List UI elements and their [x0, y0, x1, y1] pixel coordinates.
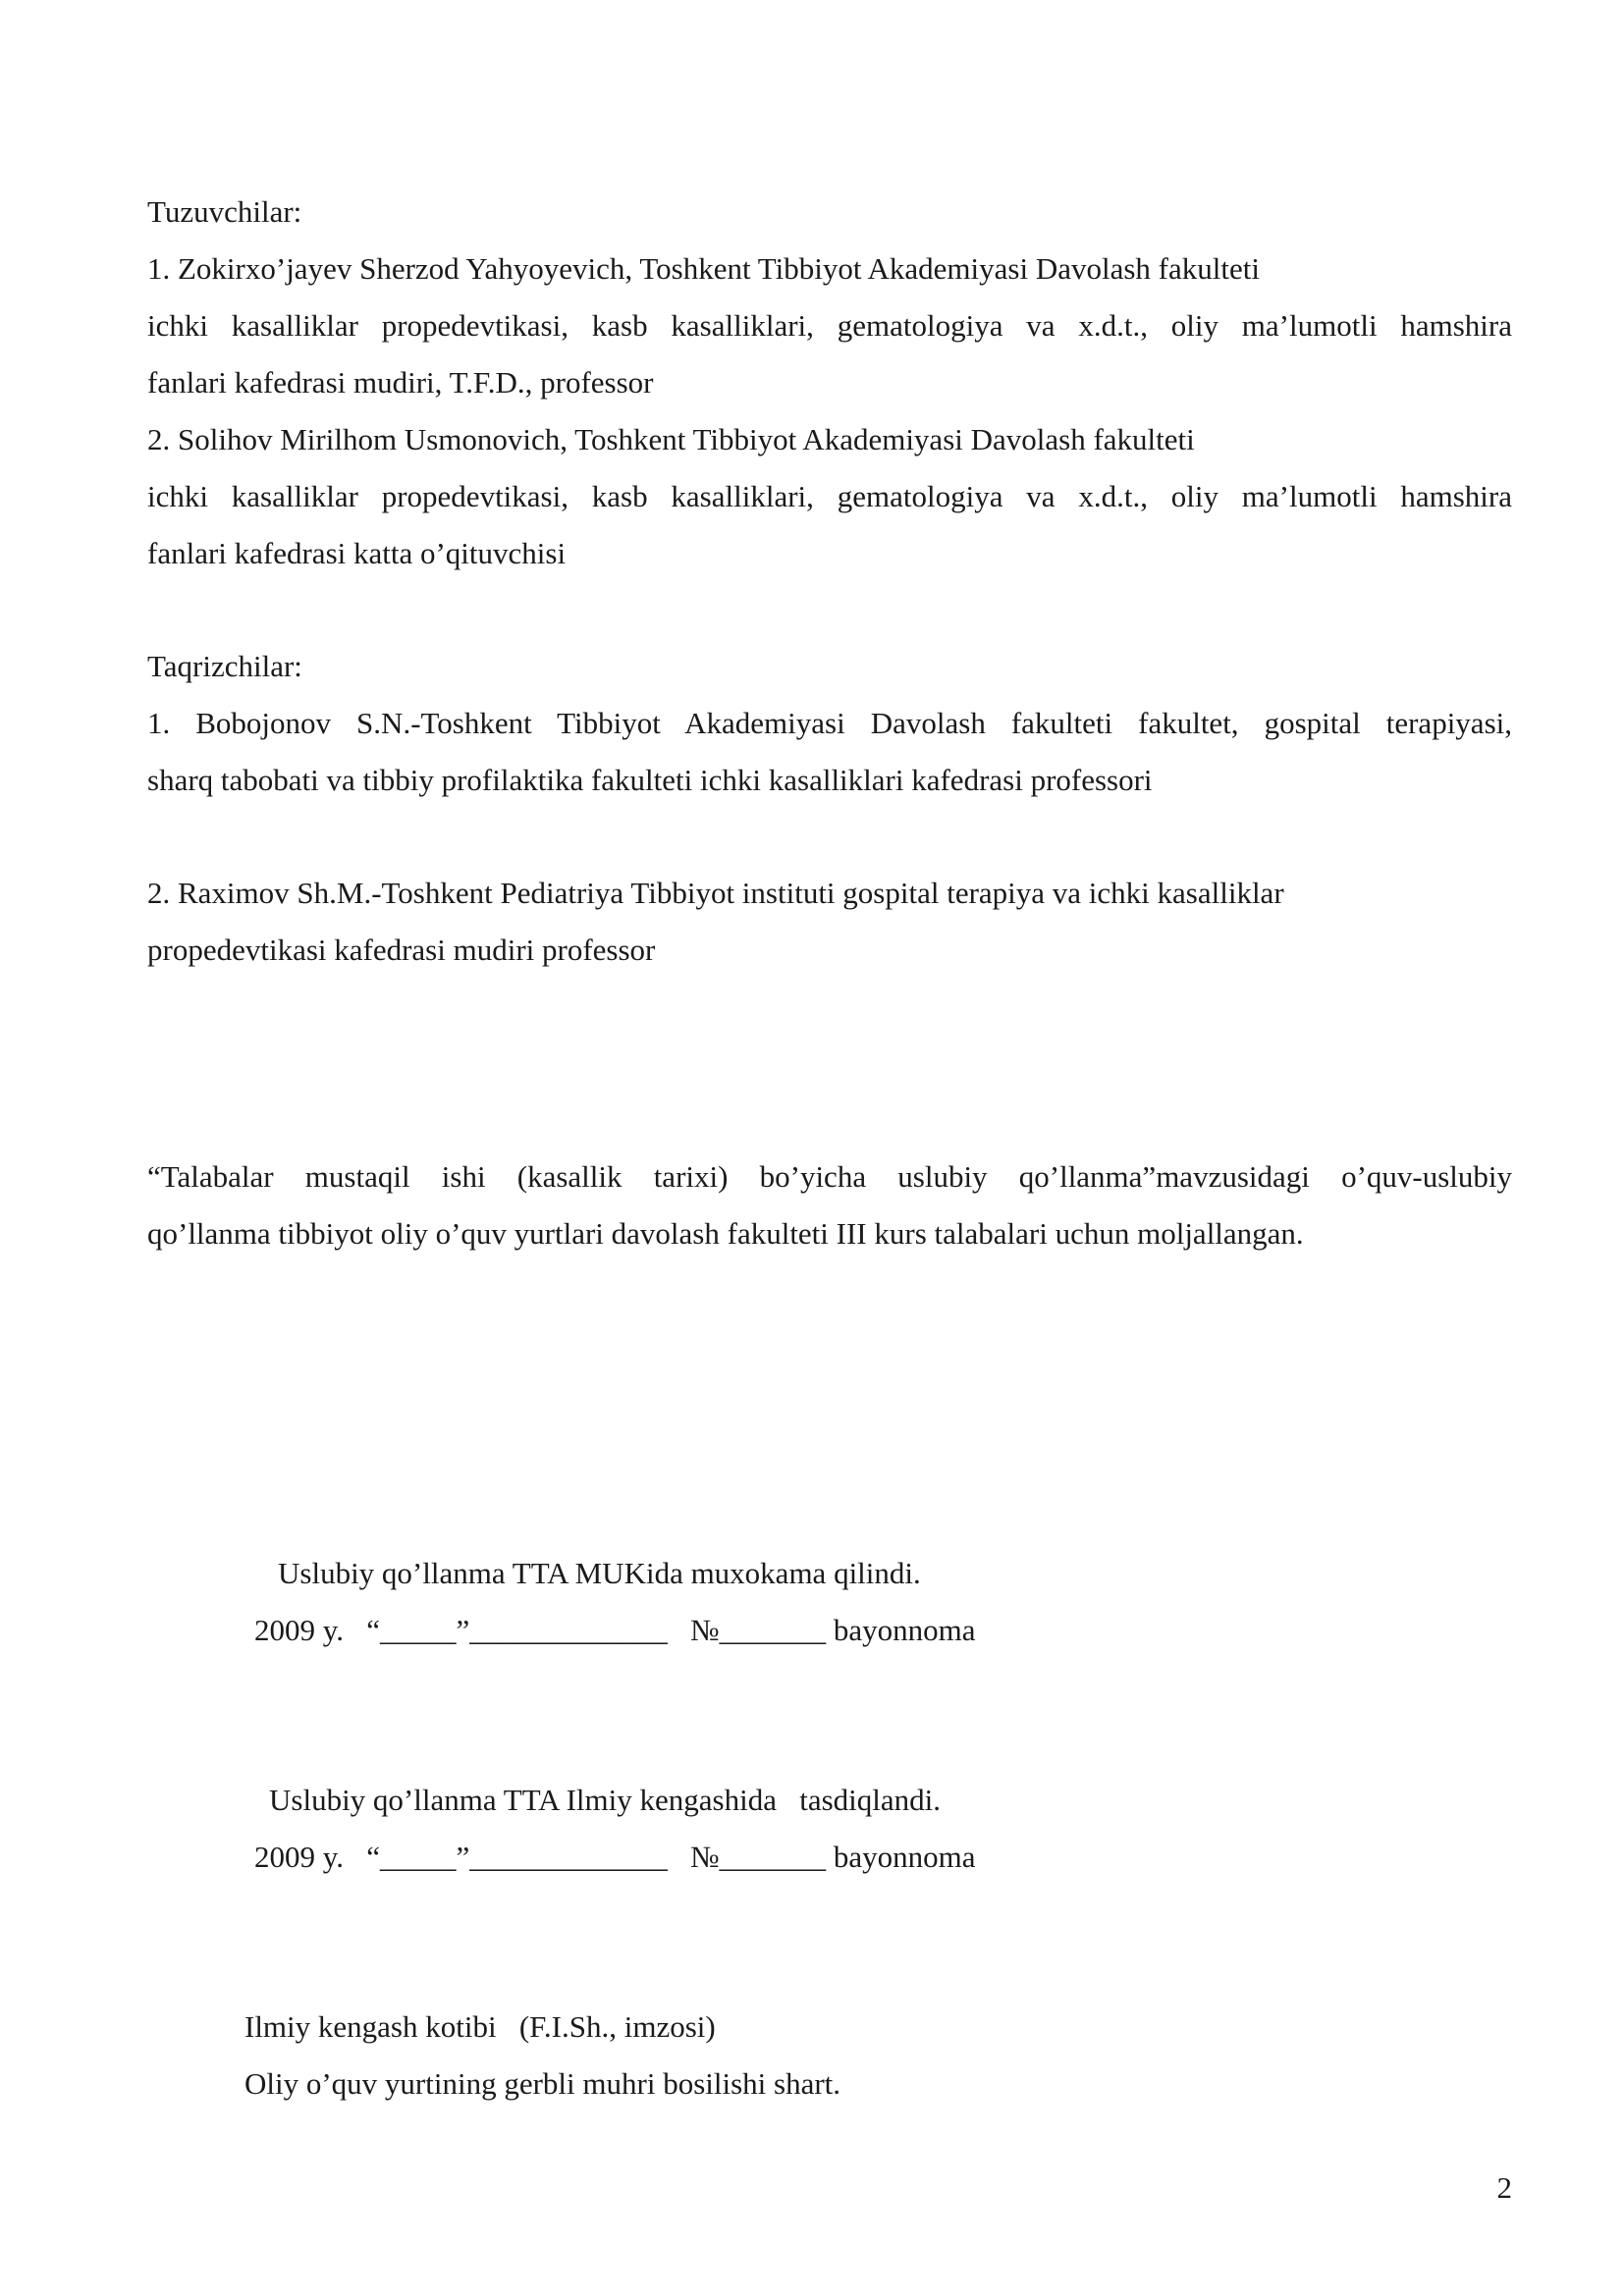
authors-section — [147, 184, 1512, 582]
discussed-record: 2009 y. “_____”_____________ №_______ bayonnoma — [254, 1613, 976, 1647]
reviewer-1-line-1: 1. Bobojonov S.N.-Toshkent Tibbiyot Akademiyasi Davolash fakulteti fakultet, gospital terapiyasi, — [147, 706, 1512, 740]
page-number: 2 — [1496, 2170, 1512, 2205]
reviewers-heading: Taqrizchilar: — [147, 649, 302, 683]
approved-statement: Uslubiy qo’llanma TTA Ilmiy kengashida tasdiqlandi. — [269, 1783, 942, 1817]
author-2-name: 2. Solihov Mirilhom Usmonovich, Toshkent Tibbiyot Akademiyasi Davolash fakulteti — [147, 422, 1195, 456]
purpose-line-2: qo’llanma tibbiyot oliy o’quv yurtlari davolash fakulteti III kurs talabalari uchun moljallangan. — [147, 1216, 1304, 1251]
authors-heading: Tuzuvchilar: — [147, 194, 302, 229]
discussed-statement: Uslubiy qo’llanma TTA MUKida muxokama qilindi. — [278, 1556, 921, 1590]
author-2-position: fanlari kafedrasi katta o’qituvchisi — [147, 536, 567, 570]
author-1-department: ichki kasalliklar propedevtikasi, kasb kasalliklari, gematologiya va x.d.t., oliy ma’lumotli hamshira — [147, 308, 1512, 343]
reviewer-2-section — [147, 865, 1512, 979]
reviewers-section — [147, 638, 1512, 809]
secretary-signature: Ilmiy kengash kotibi (F.I.Sh., imzosi) — [244, 2009, 716, 2044]
approved-record: 2009 y. “_____”_____________ №_______ bayonnoma — [254, 1840, 976, 1874]
purpose-line-1: “Talabalar mustaqil ishi (kasallik tarixi) bo’yicha uslubiy qo’llanma”mavzusidagi o’quv-uslubiy — [147, 1159, 1512, 1194]
author-1-name: 1. Zokirxo’jayev Sherzod Yahyoyevich, Toshkent Tibbiyot Akademiyasi Davolash fakulteti — [147, 251, 1260, 286]
reviewer-2-line-1: 2. Raximov Sh.M.-Toshkent Pediatriya Tibbiyot instituti gospital terapiya va ichki kasalliklar — [147, 876, 1284, 910]
author-1-position: fanlari kafedrasi mudiri, T.F.D., professor — [147, 365, 654, 400]
purpose-paragraph — [147, 1148, 1512, 1262]
seal-note: Oliy o’quv yurtining gerbli muhri bosilishi shart. — [244, 2066, 841, 2101]
author-2-department: ichki kasalliklar propedevtikasi, kasb kasalliklari, gematologiya va x.d.t., oliy ma’lumotli hamshira — [147, 479, 1512, 513]
reviewer-1-line-2: sharq tabobati va tibbiy profilaktika fakulteti ichki kasalliklari kafedrasi professori — [147, 763, 1153, 797]
reviewer-2-line-2: propedevtikasi kafedrasi mudiri professor — [147, 933, 656, 967]
